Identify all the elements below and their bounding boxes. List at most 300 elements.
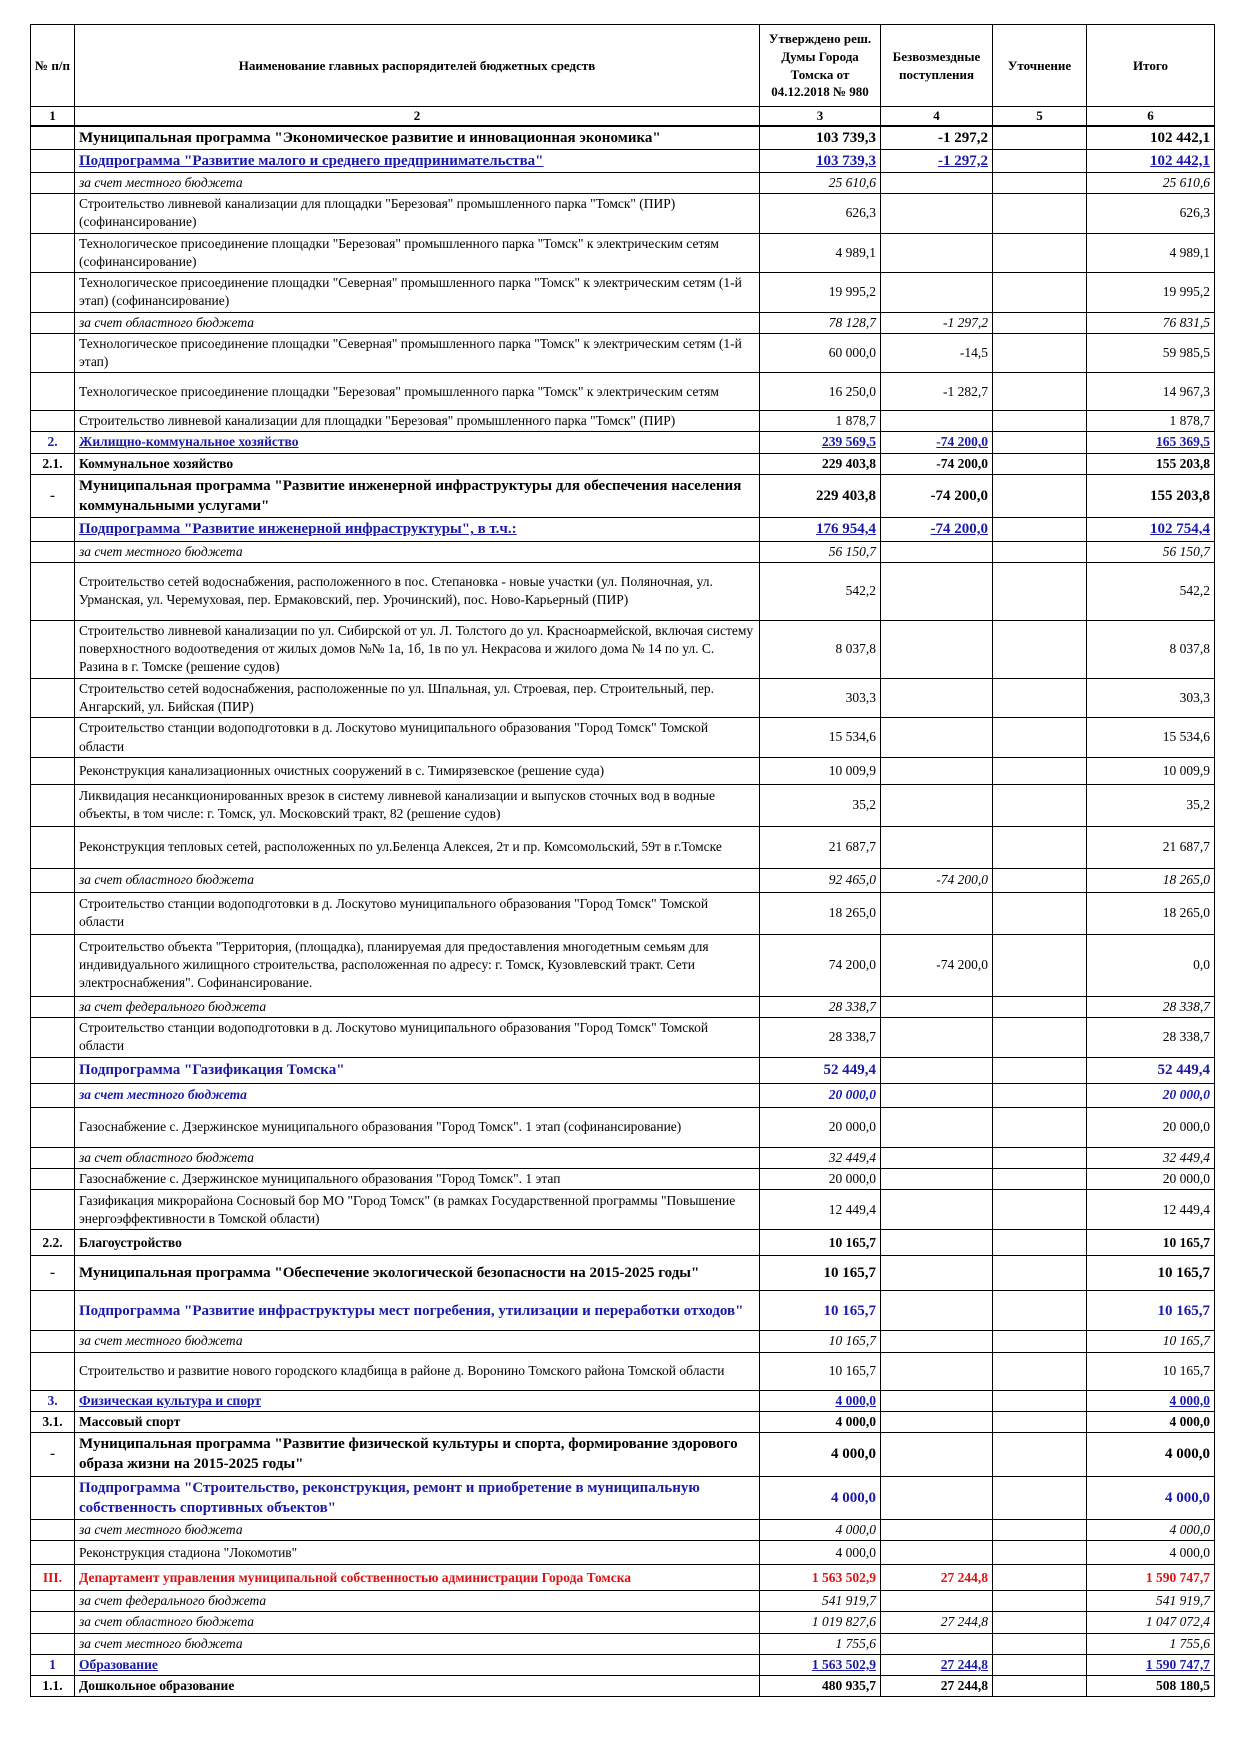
row-approved-value: 10 165,7 bbox=[760, 1230, 881, 1256]
row-refinement-value bbox=[993, 1331, 1087, 1352]
row-approved-value: 19 995,2 bbox=[760, 273, 881, 312]
row-total-value: 155 203,8 bbox=[1087, 453, 1215, 474]
row-refinement-value bbox=[993, 411, 1087, 432]
table-row bbox=[31, 1565, 1215, 1591]
table-row bbox=[31, 1476, 1215, 1520]
table-row bbox=[31, 934, 1215, 996]
row-gratuitous-value: -14,5 bbox=[881, 333, 993, 372]
row-number bbox=[31, 562, 75, 620]
row-refinement-value bbox=[993, 718, 1087, 757]
table-row bbox=[31, 620, 1215, 678]
table-row bbox=[31, 1390, 1215, 1411]
row-total-value: 1 047 072,4 bbox=[1087, 1612, 1215, 1633]
row-total-value: 4 000,0 bbox=[1087, 1541, 1215, 1565]
row-gratuitous-value bbox=[881, 1411, 993, 1432]
row-number bbox=[31, 1147, 75, 1168]
row-number bbox=[31, 126, 75, 150]
row-number bbox=[31, 620, 75, 678]
row-description: Подпрограмма "Строительство, реконструкция, ремонт и приобретение в муниципальную собственность спортивных объектов" bbox=[75, 1476, 760, 1520]
row-approved-value: 20 000,0 bbox=[760, 1083, 881, 1107]
row-number bbox=[31, 373, 75, 411]
row-number bbox=[31, 1057, 75, 1083]
row-description: за счет местного бюджета bbox=[75, 173, 760, 194]
row-description: Строительство станции водоподготовки в д. Лоскутово муниципального образования "Город Томск" Томской области bbox=[75, 1017, 760, 1057]
row-refinement-value bbox=[993, 312, 1087, 333]
row-total-value: 20 000,0 bbox=[1087, 1083, 1215, 1107]
row-total-value: 18 265,0 bbox=[1087, 868, 1215, 892]
table-row bbox=[31, 757, 1215, 784]
row-total-value: 102 754,4 bbox=[1087, 518, 1215, 541]
row-gratuitous-value bbox=[881, 1083, 993, 1107]
row-description: за счет федерального бюджета bbox=[75, 1591, 760, 1612]
column-number: 3 bbox=[760, 107, 881, 126]
row-number bbox=[31, 1107, 75, 1147]
row-total-value: 4 000,0 bbox=[1087, 1433, 1215, 1477]
row-gratuitous-value: 27 244,8 bbox=[881, 1565, 993, 1591]
row-gratuitous-value bbox=[881, 562, 993, 620]
row-gratuitous-value: 27 244,8 bbox=[881, 1612, 993, 1633]
table-row bbox=[31, 678, 1215, 717]
row-total-value: 20 000,0 bbox=[1087, 1107, 1215, 1147]
row-approved-value: 35,2 bbox=[760, 784, 881, 826]
row-description: Строительство станции водоподготовки в д. Лоскутово муниципального образования "Город Томск" Томской области bbox=[75, 718, 760, 757]
row-description: за счет федерального бюджета bbox=[75, 996, 760, 1017]
row-total-value: 52 449,4 bbox=[1087, 1057, 1215, 1083]
row-number bbox=[31, 868, 75, 892]
row-number bbox=[31, 333, 75, 372]
row-refinement-value bbox=[993, 1390, 1087, 1411]
row-refinement-value bbox=[993, 1352, 1087, 1390]
row-refinement-value bbox=[993, 1612, 1087, 1633]
row-approved-value: 4 000,0 bbox=[760, 1520, 881, 1541]
header-refinement: Уточнение bbox=[993, 25, 1087, 107]
row-refinement-value bbox=[993, 678, 1087, 717]
table-row bbox=[31, 1291, 1215, 1331]
row-approved-value: 480 935,7 bbox=[760, 1676, 881, 1697]
row-gratuitous-value: -74 200,0 bbox=[881, 453, 993, 474]
row-total-value: 10 009,9 bbox=[1087, 757, 1215, 784]
header-gratuitous: Безвозмездные поступления bbox=[881, 25, 993, 107]
row-description: Реконструкция канализационных очистных сооружений в с. Тимирязевское (решение суда) bbox=[75, 757, 760, 784]
table-row bbox=[31, 1190, 1215, 1230]
row-description: за счет местного бюджета bbox=[75, 1520, 760, 1541]
row-refinement-value bbox=[993, 1411, 1087, 1432]
table-row bbox=[31, 1147, 1215, 1168]
column-number: 1 bbox=[31, 107, 75, 126]
row-number: - bbox=[31, 1256, 75, 1291]
table-row bbox=[31, 868, 1215, 892]
row-description: за счет местного бюджета bbox=[75, 1331, 760, 1352]
row-description: Строительство станции водоподготовки в д. Лоскутово муниципального образования "Город Томск" Томской области bbox=[75, 892, 760, 934]
row-description: Подпрограмма "Развитие инфраструктуры мест погребения, утилизации и переработки отходов" bbox=[75, 1291, 760, 1331]
row-gratuitous-value bbox=[881, 194, 993, 233]
row-gratuitous-value bbox=[881, 1169, 993, 1190]
row-gratuitous-value bbox=[881, 678, 993, 717]
row-gratuitous-value bbox=[881, 826, 993, 868]
row-approved-value: 32 449,4 bbox=[760, 1147, 881, 1168]
table-body bbox=[31, 126, 1215, 1697]
row-gratuitous-value bbox=[881, 1352, 993, 1390]
row-total-value: 155 203,8 bbox=[1087, 474, 1215, 518]
row-gratuitous-value bbox=[881, 1633, 993, 1654]
table-header bbox=[31, 25, 1215, 126]
row-refinement-value bbox=[993, 1083, 1087, 1107]
table-row bbox=[31, 453, 1215, 474]
row-refinement-value bbox=[993, 1230, 1087, 1256]
row-total-value: 508 180,5 bbox=[1087, 1676, 1215, 1697]
table-row bbox=[31, 173, 1215, 194]
row-description: Технологическое присоединение площадки "Березовая" промышленного парка "Томск" к электрическим сетям (софинансирование) bbox=[75, 233, 760, 272]
header-row bbox=[31, 25, 1215, 107]
row-total-value: 8 037,8 bbox=[1087, 620, 1215, 678]
row-number bbox=[31, 233, 75, 272]
row-total-value: 56 150,7 bbox=[1087, 541, 1215, 562]
row-description: за счет областного бюджета bbox=[75, 1147, 760, 1168]
row-gratuitous-value: -74 200,0 bbox=[881, 474, 993, 518]
row-approved-value: 229 403,8 bbox=[760, 474, 881, 518]
row-approved-value: 52 449,4 bbox=[760, 1057, 881, 1083]
column-number-row bbox=[31, 107, 1215, 126]
row-description: за счет местного бюджета bbox=[75, 1633, 760, 1654]
header-approved: Утверждено реш. Думы Города Томска от 04.12.2018 № 980 bbox=[760, 25, 881, 107]
table-row bbox=[31, 1169, 1215, 1190]
row-total-value: 542,2 bbox=[1087, 562, 1215, 620]
row-number: 3. bbox=[31, 1390, 75, 1411]
row-description: Подпрограмма "Развитие малого и среднего предпринимательства" bbox=[75, 149, 760, 172]
table-row bbox=[31, 273, 1215, 312]
row-number bbox=[31, 1083, 75, 1107]
row-gratuitous-value bbox=[881, 1291, 993, 1331]
row-description: Муниципальная программа "Обеспечение экологической безопасности на 2015-2025 годы" bbox=[75, 1256, 760, 1291]
row-description: за счет местного бюджета bbox=[75, 541, 760, 562]
row-refinement-value bbox=[993, 333, 1087, 372]
row-gratuitous-value: -1 297,2 bbox=[881, 149, 993, 172]
row-description: Подпрограмма "Газификация Томска" bbox=[75, 1057, 760, 1083]
row-number bbox=[31, 411, 75, 432]
row-refinement-value bbox=[993, 1169, 1087, 1190]
row-description: Строительство ливневой канализации для площадки "Березовая" промышленного парка "Томск" (ПИР) (софинансирование) bbox=[75, 194, 760, 233]
row-refinement-value bbox=[993, 1541, 1087, 1565]
row-approved-value: 20 000,0 bbox=[760, 1169, 881, 1190]
row-description: Департамент управления муниципальной собственностью администрации Города Томска bbox=[75, 1565, 760, 1591]
row-total-value: 4 000,0 bbox=[1087, 1520, 1215, 1541]
row-description: Технологическое присоединение площадки "Березовая" промышленного парка "Томск" к электрическим сетям bbox=[75, 373, 760, 411]
row-number bbox=[31, 1291, 75, 1331]
row-refinement-value bbox=[993, 1107, 1087, 1147]
row-total-value: 19 995,2 bbox=[1087, 273, 1215, 312]
row-description: за счет областного бюджета bbox=[75, 868, 760, 892]
row-number bbox=[31, 892, 75, 934]
row-number bbox=[31, 784, 75, 826]
row-description: Реконструкция тепловых сетей, расположенных по ул.Беленца Алексея, 2т и пр. Комсомольский, 59т в г.Томске bbox=[75, 826, 760, 868]
row-number: 2.1. bbox=[31, 453, 75, 474]
row-gratuitous-value bbox=[881, 757, 993, 784]
column-number: 2 bbox=[75, 107, 760, 126]
row-number bbox=[31, 173, 75, 194]
row-description: Ликвидация несанкционированных врезок в систему ливневой канализации и выпусков сточных вод в водные объекты, в том числе: г. Томск, ул. Московский тракт, 82 (решение судов) bbox=[75, 784, 760, 826]
row-description: за счет областного бюджета bbox=[75, 312, 760, 333]
row-number bbox=[31, 826, 75, 868]
column-number: 4 bbox=[881, 107, 993, 126]
row-number bbox=[31, 1476, 75, 1520]
row-approved-value: 541 919,7 bbox=[760, 1591, 881, 1612]
row-refinement-value bbox=[993, 541, 1087, 562]
row-total-value: 626,3 bbox=[1087, 194, 1215, 233]
row-description: Подпрограмма "Развитие инженерной инфраструктуры", в т.ч.: bbox=[75, 518, 760, 541]
row-gratuitous-value bbox=[881, 1476, 993, 1520]
row-description: Массовый спорт bbox=[75, 1411, 760, 1432]
row-refinement-value bbox=[993, 562, 1087, 620]
row-approved-value: 626,3 bbox=[760, 194, 881, 233]
row-gratuitous-value bbox=[881, 996, 993, 1017]
row-gratuitous-value bbox=[881, 718, 993, 757]
row-gratuitous-value bbox=[881, 1390, 993, 1411]
budget-table bbox=[30, 24, 1215, 1697]
row-number bbox=[31, 194, 75, 233]
table-row bbox=[31, 541, 1215, 562]
row-refinement-value bbox=[993, 1190, 1087, 1230]
row-total-value: 4 000,0 bbox=[1087, 1476, 1215, 1520]
row-description: Строительство сетей водоснабжения, расположенного в пос. Степановка - новые участки (ул. Поляночная, ул. Урманская, ул. Черемуховая, пер. Ермаковский, пер. Урочинский), пос. Ново-Карьерный (ПИР) bbox=[75, 562, 760, 620]
row-number bbox=[31, 149, 75, 172]
row-approved-value: 4 000,0 bbox=[760, 1541, 881, 1565]
row-gratuitous-value bbox=[881, 411, 993, 432]
row-number: 1 bbox=[31, 1654, 75, 1675]
row-number bbox=[31, 1591, 75, 1612]
row-approved-value: 239 569,5 bbox=[760, 432, 881, 453]
row-description: Газоснабжение с. Дзержинское муниципального образования "Город Томск". 1 этап bbox=[75, 1169, 760, 1190]
table-row bbox=[31, 1017, 1215, 1057]
row-gratuitous-value bbox=[881, 1433, 993, 1477]
row-refinement-value bbox=[993, 233, 1087, 272]
row-approved-value: 176 954,4 bbox=[760, 518, 881, 541]
row-approved-value: 28 338,7 bbox=[760, 1017, 881, 1057]
row-number: - bbox=[31, 1433, 75, 1477]
row-total-value: 59 985,5 bbox=[1087, 333, 1215, 372]
row-approved-value: 303,3 bbox=[760, 678, 881, 717]
column-number: 6 bbox=[1087, 107, 1215, 126]
row-refinement-value bbox=[993, 149, 1087, 172]
row-number bbox=[31, 996, 75, 1017]
row-number bbox=[31, 1352, 75, 1390]
row-total-value: 4 000,0 bbox=[1087, 1390, 1215, 1411]
table-row bbox=[31, 1520, 1215, 1541]
row-gratuitous-value: -74 200,0 bbox=[881, 868, 993, 892]
table-row bbox=[31, 411, 1215, 432]
row-description: Строительство ливневой канализации по ул. Сибирской от ул. Л. Толстого до ул. Красноармейской, включая систему поверхностного водоотведения от жилых домов №№ 1а, 1б, 1в по ул. Некрасова и жилого дома № 14 по ул. С. Разина в г. Томске (решение судов) bbox=[75, 620, 760, 678]
table-row bbox=[31, 1083, 1215, 1107]
row-description: Строительство и развитие нового городского кладбища в районе д. Воронино Томского района Томской области bbox=[75, 1352, 760, 1390]
row-total-value: 10 165,7 bbox=[1087, 1291, 1215, 1331]
row-refinement-value bbox=[993, 934, 1087, 996]
row-number bbox=[31, 1520, 75, 1541]
row-number bbox=[31, 757, 75, 784]
row-refinement-value bbox=[993, 892, 1087, 934]
row-refinement-value bbox=[993, 126, 1087, 150]
table-row bbox=[31, 1411, 1215, 1432]
row-refinement-value bbox=[993, 474, 1087, 518]
row-approved-value: 4 000,0 bbox=[760, 1476, 881, 1520]
table-row bbox=[31, 432, 1215, 453]
row-total-value: 102 442,1 bbox=[1087, 149, 1215, 172]
row-number bbox=[31, 312, 75, 333]
row-number: 2. bbox=[31, 432, 75, 453]
header-name: Наименование главных распорядителей бюджетных средств bbox=[75, 25, 760, 107]
row-approved-value: 74 200,0 bbox=[760, 934, 881, 996]
row-approved-value: 229 403,8 bbox=[760, 453, 881, 474]
row-refinement-value bbox=[993, 996, 1087, 1017]
row-total-value: 1 755,6 bbox=[1087, 1633, 1215, 1654]
row-total-value: 21 687,7 bbox=[1087, 826, 1215, 868]
row-approved-value: 56 150,7 bbox=[760, 541, 881, 562]
row-refinement-value bbox=[993, 1057, 1087, 1083]
row-total-value: 12 449,4 bbox=[1087, 1190, 1215, 1230]
row-approved-value: 10 009,9 bbox=[760, 757, 881, 784]
table-row bbox=[31, 892, 1215, 934]
table-row bbox=[31, 1654, 1215, 1675]
row-refinement-value bbox=[993, 373, 1087, 411]
row-gratuitous-value: -74 200,0 bbox=[881, 934, 993, 996]
table-row bbox=[31, 518, 1215, 541]
row-total-value: 1 590 747,7 bbox=[1087, 1565, 1215, 1591]
row-gratuitous-value bbox=[881, 1541, 993, 1565]
row-gratuitous-value bbox=[881, 1057, 993, 1083]
row-refinement-value bbox=[993, 826, 1087, 868]
row-total-value: 4 000,0 bbox=[1087, 1411, 1215, 1432]
row-number bbox=[31, 1169, 75, 1190]
row-total-value: 303,3 bbox=[1087, 678, 1215, 717]
row-total-value: 14 967,3 bbox=[1087, 373, 1215, 411]
row-total-value: 1 590 747,7 bbox=[1087, 1654, 1215, 1675]
row-gratuitous-value bbox=[881, 620, 993, 678]
row-approved-value: 28 338,7 bbox=[760, 996, 881, 1017]
row-refinement-value bbox=[993, 868, 1087, 892]
table-row bbox=[31, 718, 1215, 757]
row-description: Физическая культура и спорт bbox=[75, 1390, 760, 1411]
row-description: Дошкольное образование bbox=[75, 1676, 760, 1697]
row-number: 3.1. bbox=[31, 1411, 75, 1432]
row-gratuitous-value: -1 297,2 bbox=[881, 126, 993, 150]
row-refinement-value bbox=[993, 1147, 1087, 1168]
row-description: Технологическое присоединение площадки "Северная" промышленного парка "Томск" к электрическим сетям (1-й этап) (софинансирование) bbox=[75, 273, 760, 312]
row-refinement-value bbox=[993, 194, 1087, 233]
row-gratuitous-value bbox=[881, 1017, 993, 1057]
row-total-value: 0,0 bbox=[1087, 934, 1215, 996]
table-row bbox=[31, 333, 1215, 372]
row-total-value: 10 165,7 bbox=[1087, 1230, 1215, 1256]
row-description: Муниципальная программа "Развитие физической культуры и спорта, формирование здорового образа жизни на 2015-2025 годы" bbox=[75, 1433, 760, 1477]
row-description: Реконструкция стадиона "Локомотив" bbox=[75, 1541, 760, 1565]
table-row bbox=[31, 126, 1215, 150]
table-row bbox=[31, 1256, 1215, 1291]
table-row bbox=[31, 149, 1215, 172]
row-gratuitous-value: 27 244,8 bbox=[881, 1676, 993, 1697]
table-row bbox=[31, 194, 1215, 233]
row-gratuitous-value bbox=[881, 892, 993, 934]
row-total-value: 541 919,7 bbox=[1087, 1591, 1215, 1612]
row-refinement-value bbox=[993, 273, 1087, 312]
row-gratuitous-value bbox=[881, 1107, 993, 1147]
row-approved-value: 12 449,4 bbox=[760, 1190, 881, 1230]
row-number: III. bbox=[31, 1565, 75, 1591]
table-row bbox=[31, 826, 1215, 868]
row-refinement-value bbox=[993, 1433, 1087, 1477]
row-gratuitous-value: -1 282,7 bbox=[881, 373, 993, 411]
row-approved-value: 20 000,0 bbox=[760, 1107, 881, 1147]
row-total-value: 35,2 bbox=[1087, 784, 1215, 826]
row-refinement-value bbox=[993, 620, 1087, 678]
row-description: Газоснабжение с. Дзержинское муниципального образования "Город Томск". 1 этап (софинансирование) bbox=[75, 1107, 760, 1147]
row-gratuitous-value bbox=[881, 1190, 993, 1230]
row-gratuitous-value: 27 244,8 bbox=[881, 1654, 993, 1675]
row-refinement-value bbox=[993, 1476, 1087, 1520]
row-approved-value: 542,2 bbox=[760, 562, 881, 620]
row-approved-value: 1 878,7 bbox=[760, 411, 881, 432]
row-refinement-value bbox=[993, 1633, 1087, 1654]
row-number bbox=[31, 518, 75, 541]
row-approved-value: 1 563 502,9 bbox=[760, 1654, 881, 1675]
row-number: 2.2. bbox=[31, 1230, 75, 1256]
row-description: Муниципальная программа "Экономическое развитие и инновационная экономика" bbox=[75, 126, 760, 150]
row-total-value: 15 534,6 bbox=[1087, 718, 1215, 757]
table-row bbox=[31, 996, 1215, 1017]
row-gratuitous-value bbox=[881, 1591, 993, 1612]
row-number bbox=[31, 541, 75, 562]
row-approved-value: 1 755,6 bbox=[760, 1633, 881, 1654]
row-approved-value: 16 250,0 bbox=[760, 373, 881, 411]
row-approved-value: 25 610,6 bbox=[760, 173, 881, 194]
row-approved-value: 103 739,3 bbox=[760, 126, 881, 150]
row-approved-value: 10 165,7 bbox=[760, 1352, 881, 1390]
table-row bbox=[31, 1541, 1215, 1565]
row-refinement-value bbox=[993, 1591, 1087, 1612]
table-row bbox=[31, 373, 1215, 411]
row-total-value: 10 165,7 bbox=[1087, 1331, 1215, 1352]
row-number bbox=[31, 678, 75, 717]
table-row bbox=[31, 784, 1215, 826]
row-number bbox=[31, 1017, 75, 1057]
row-total-value: 28 338,7 bbox=[1087, 996, 1215, 1017]
row-refinement-value bbox=[993, 432, 1087, 453]
row-gratuitous-value bbox=[881, 784, 993, 826]
row-approved-value: 4 989,1 bbox=[760, 233, 881, 272]
table-row bbox=[31, 1352, 1215, 1390]
row-refinement-value bbox=[993, 1291, 1087, 1331]
row-number bbox=[31, 273, 75, 312]
row-number bbox=[31, 1541, 75, 1565]
table-row bbox=[31, 562, 1215, 620]
row-approved-value: 1 563 502,9 bbox=[760, 1565, 881, 1591]
table-row bbox=[31, 474, 1215, 518]
row-approved-value: 15 534,6 bbox=[760, 718, 881, 757]
row-description: Муниципальная программа "Развитие инженерной инфраструктуры для обеспечения населения коммунальными услугами" bbox=[75, 474, 760, 518]
row-gratuitous-value bbox=[881, 1520, 993, 1541]
row-number bbox=[31, 1612, 75, 1633]
row-gratuitous-value: -74 200,0 bbox=[881, 432, 993, 453]
row-approved-value: 4 000,0 bbox=[760, 1390, 881, 1411]
row-description: Строительство сетей водоснабжения, расположенные по ул. Шпальная, ул. Строевая, пер. Строительный, пер. Ангарский, ул. Бийская (ПИР) bbox=[75, 678, 760, 717]
row-total-value: 32 449,4 bbox=[1087, 1147, 1215, 1168]
row-description: Жилищно-коммунальное хозяйство bbox=[75, 432, 760, 453]
row-approved-value: 10 165,7 bbox=[760, 1331, 881, 1352]
row-refinement-value bbox=[993, 757, 1087, 784]
table-row bbox=[31, 1230, 1215, 1256]
header-number: № п/п bbox=[31, 25, 75, 107]
row-total-value: 10 165,7 bbox=[1087, 1256, 1215, 1291]
table-row bbox=[31, 1433, 1215, 1477]
header-total: Итого bbox=[1087, 25, 1215, 107]
row-total-value: 20 000,0 bbox=[1087, 1169, 1215, 1190]
